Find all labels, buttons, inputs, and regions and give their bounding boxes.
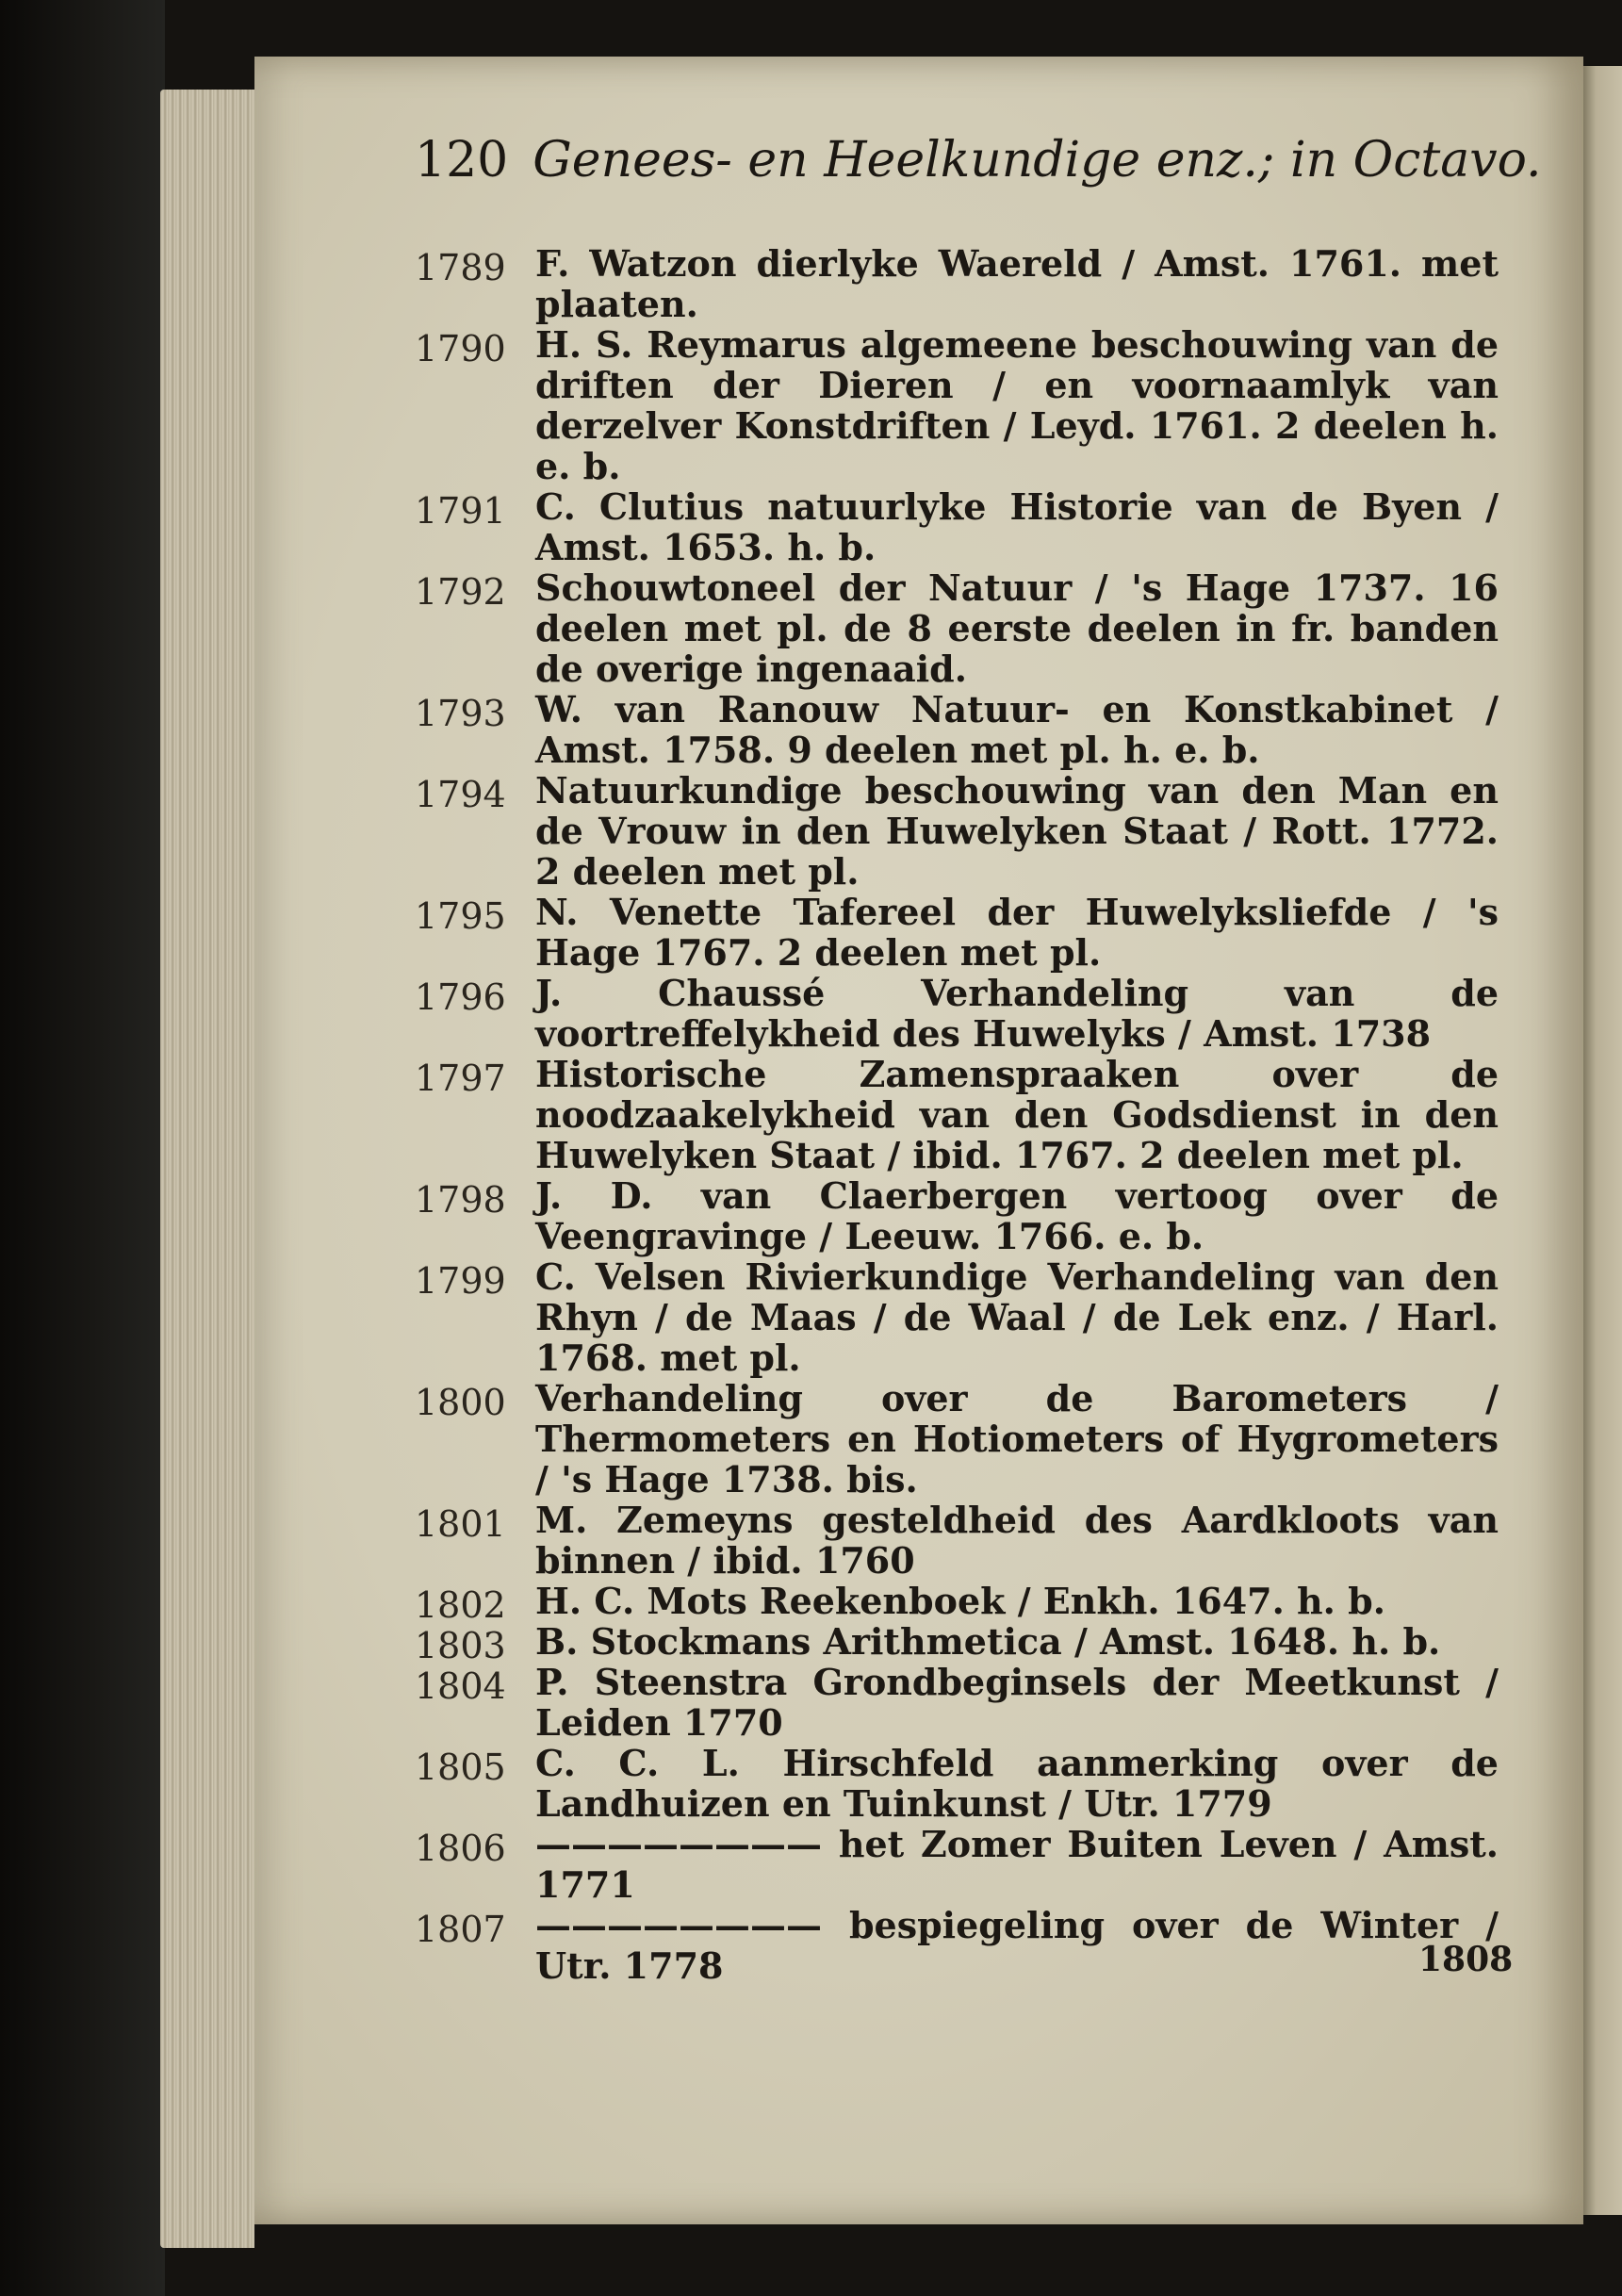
catalogue-entry: [415, 1378, 1499, 1500]
catalogue-entry: [415, 1054, 1499, 1175]
entry-text: H. C. Mots Reekenboek / Enkh. 1647. h. b.: [535, 1580, 1385, 1622]
catalogue-entry: [415, 770, 1499, 892]
page-edges: [160, 90, 254, 2248]
entry-text: H. S. Reymarus algemeene beschouwing van de driften der Dieren / en voornaamlyk van derzelver Konstdriften / Leyd. 1761. 2 deelen h. e. b.: [535, 323, 1499, 487]
catchword: 1808: [1418, 1940, 1514, 1979]
catalogue-entry: [415, 243, 1499, 324]
lot-number: 1797: [415, 1058, 506, 1099]
catalogue-entry: [415, 689, 1499, 770]
entry-text: M. Zemeyns gesteldheid des Aardkloots van binnen / ibid. 1760: [535, 1499, 1499, 1582]
catalogue-entry: [415, 1175, 1499, 1256]
catalogue-entry: [415, 1620, 1499, 1666]
lot-number: 1790: [415, 328, 506, 369]
catalogue-entry: [415, 1580, 1499, 1626]
entry-text: C. Velsen Rivierkundige Verhandeling van den Rhyn / de Maas / de Waal / de Lek enz. / Harl. 1768. met pl.: [535, 1255, 1499, 1379]
entry-text: Natuurkundige beschouwing van den Man en de Vrouw in den Huwelyken Staat / Rott. 1772. 2 deelen met pl.: [535, 769, 1499, 893]
catalogue-entry: [415, 567, 1499, 689]
running-title: Genees- en Heelkundige enz.; in Octavo.: [532, 132, 1542, 189]
catalogue-entry: [415, 973, 1499, 1054]
entry-text: P. Steenstra Grondbeginsels der Meetkunst / Leiden 1770: [535, 1661, 1499, 1744]
lot-number: 1806: [415, 1828, 506, 1869]
catalogue-entry: [415, 486, 1499, 567]
entry-text: F. Watzon dierlyke Waereld / Amst. 1761. met plaaten.: [535, 242, 1499, 325]
lot-number: 1805: [415, 1747, 506, 1788]
catalogue-entry: [415, 324, 1499, 486]
entry-text: Schouwtoneel der Natuur / 's Hage 1737. 16 deelen met pl. de 8 eerste deelen in fr. banden de overige ingenaaid.: [535, 566, 1499, 690]
lot-number: 1796: [415, 976, 506, 1018]
entry-text: ———————— bespiegeling over de Winter / Utr. 1778: [535, 1904, 1499, 1987]
lot-number: 1789: [415, 247, 506, 288]
running-header: [415, 132, 1542, 189]
lot-number: 1801: [415, 1503, 506, 1545]
entry-text: B. Stockmans Arithmetica / Amst. 1648. h. b.: [535, 1620, 1441, 1663]
entry-text: W. van Ranouw Natuur- en Konstkabinet / Amst. 1758. 9 deelen met pl. h. e. b.: [535, 688, 1499, 771]
lot-number: 1803: [415, 1625, 506, 1666]
entry-text: ———————— het Zomer Buiten Leven / Amst. 1771: [535, 1823, 1499, 1906]
lot-number: 1804: [415, 1665, 506, 1707]
lot-number: 1807: [415, 1909, 506, 1950]
catalogue-entry: [415, 892, 1499, 973]
catalogue-entries: [415, 243, 1499, 1986]
entry-text: C. Clutius natuurlyke Historie van de Byen / Amst. 1653. h. b.: [535, 485, 1499, 568]
entry-text: J. D. van Claerbergen vertoog over de Veengravinge / Leeuw. 1766. e. b.: [535, 1174, 1499, 1257]
lot-number: 1798: [415, 1179, 506, 1221]
catalogue-entry: [415, 1256, 1499, 1378]
facing-page-edge: [1579, 66, 1622, 2215]
entry-text: N. Venette Tafereel der Huwelyksliefde / 's Hage 1767. 2 deelen met pl.: [535, 891, 1499, 974]
entry-text: C. C. L. Hirschfeld aanmerking over de Landhuizen en Tuinkunst / Utr. 1779: [535, 1742, 1499, 1825]
catalogue-entry: [415, 1824, 1499, 1905]
catalogue-entry: [415, 1662, 1499, 1743]
lot-number: 1799: [415, 1260, 506, 1302]
catalogue-entry: [415, 1500, 1499, 1581]
page-number: 120: [415, 132, 509, 189]
lot-number: 1792: [415, 571, 506, 613]
catalogue-entry: [415, 1905, 1499, 1986]
lot-number: 1800: [415, 1382, 506, 1423]
catalogue-entry: [415, 1743, 1499, 1824]
entry-text: Historische Zamenspraaken over de noodzaakelykheid van den Godsdienst in den Huwelyken Staat / ibid. 1767. 2 deelen met pl.: [535, 1053, 1499, 1176]
lot-number: 1793: [415, 693, 506, 734]
entry-text: J. Chaussé Verhandeling van de voortreffelykheid des Huwelyks / Amst. 1738: [535, 972, 1499, 1055]
lot-number: 1794: [415, 774, 506, 815]
lot-number: 1795: [415, 895, 506, 937]
book-binding: [0, 0, 165, 2296]
lot-number: 1802: [415, 1584, 506, 1626]
entry-text: Verhandeling over de Barometers / Thermometers en Hotiometers of Hygrometers / 's Hage 1738. bis.: [535, 1377, 1499, 1501]
lot-number: 1791: [415, 490, 506, 532]
